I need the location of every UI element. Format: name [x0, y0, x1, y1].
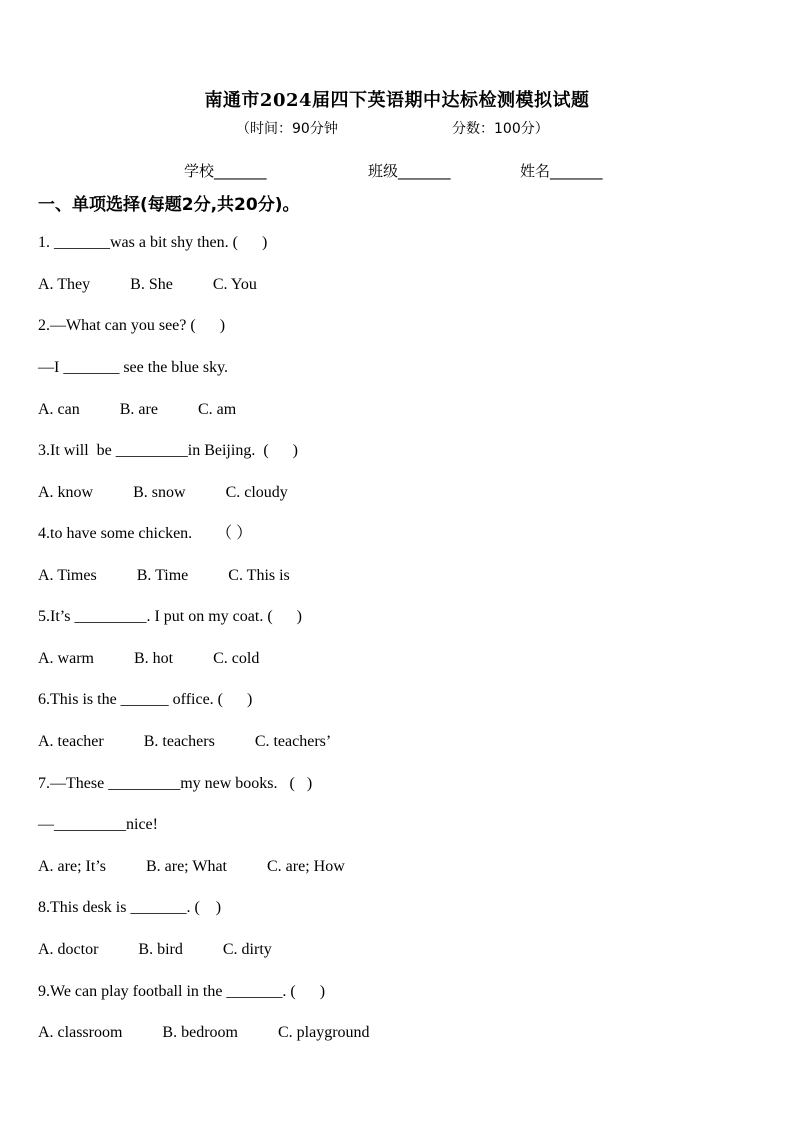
question-2: 2.—What can you see? ( ) [38, 317, 226, 334]
options-1: A. They B. She C. You [38, 276, 257, 293]
exam-time: （时间：90分钟 [236, 121, 338, 137]
question-5: 5.It’s _________. I put on my coat. ( ) [38, 608, 302, 625]
question-7-answer-line: —_________nice! [38, 816, 158, 833]
options-5: A. warm B. hot C. cold [38, 650, 260, 667]
options-4: A. Times B. Time C. This is [38, 567, 290, 584]
name-field: 姓名_______ [520, 162, 603, 180]
question-4: 4.to have some chicken. （ ） [38, 525, 253, 542]
question-1: 1. _______was a bit shy then. ( ) [38, 234, 268, 251]
options-2: A. can B. are C. am [38, 401, 237, 418]
exam-title: 南通市2024届四下英语期中达标检测模拟试题 [204, 90, 590, 111]
exam-score: 分数：100分） [452, 121, 549, 137]
question-7: 7.—These _________my new books. ( ) [38, 775, 313, 792]
options-8: A. doctor B. bird C. dirty [38, 941, 272, 958]
question-9: 9.We can play football in the _______. ( ) [38, 983, 326, 1000]
question-2-answer-line: —I _______ see the blue sky. [38, 359, 229, 376]
section-heading: 一、单项选择(每题2分,共20分)。 [38, 195, 300, 215]
options-9: A. classroom B. bedroom C. playground [38, 1024, 370, 1041]
options-3: A. know B. snow C. cloudy [38, 484, 288, 501]
options-6: A. teacher B. teachers C. teachers’ [38, 733, 332, 750]
question-6: 6.This is the ______ office. ( ) [38, 691, 253, 708]
class-field: 班级_______ [368, 162, 451, 180]
question-3: 3.It will be _________in Beijing. ( ) [38, 442, 298, 459]
school-field: 学校_______ [184, 162, 267, 180]
options-7: A. are; It’s B. are; What C. are; How [38, 858, 345, 875]
question-8: 8.This desk is _______. ( ) [38, 899, 222, 916]
